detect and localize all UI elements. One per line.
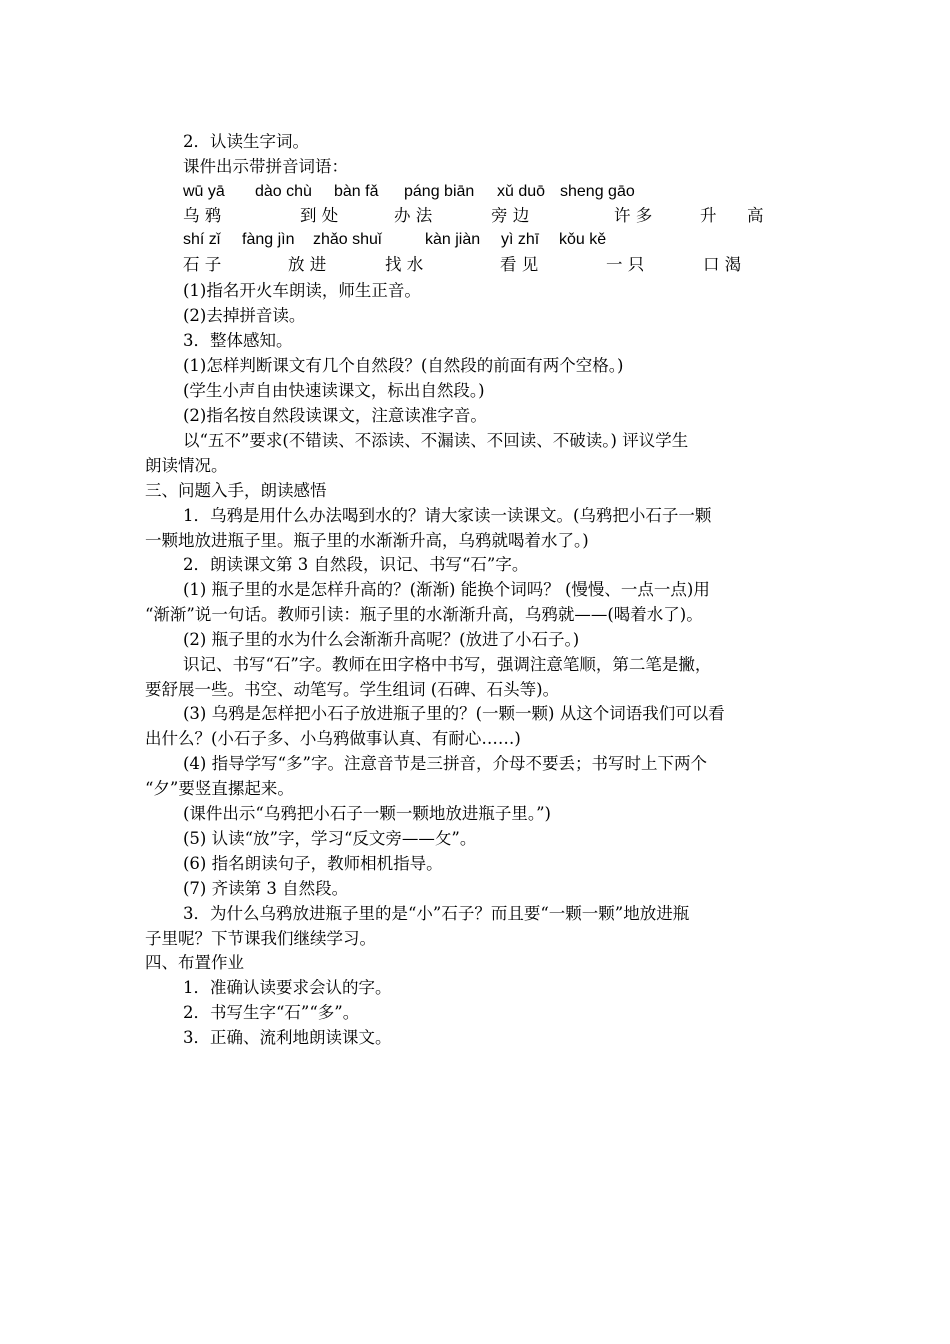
text-line: (1) 瓶子里的水是怎样升高的？(渐渐) 能换个词吗？ (慢慢、一点一点)用 xyxy=(183,580,710,599)
hanzi-word: 旁 边 xyxy=(491,206,530,225)
pinyin-word: sheng gāo xyxy=(560,183,635,200)
pinyin-word: wū yā xyxy=(183,183,225,200)
text-line: “夕”要竖直摞起来。 xyxy=(145,779,294,798)
text-line: (1)指名开火车朗读，师生正音。 xyxy=(183,281,421,300)
hanzi-word: 放 进 xyxy=(288,255,327,274)
hanzi-word: 办 法 xyxy=(394,206,433,225)
text-line: 3．整体感知。 xyxy=(183,331,293,350)
text-line: “渐渐”说一句话。教师引读：瓶子里的水渐渐升高，乌鸦就——(喝着水了)。 xyxy=(145,605,703,624)
text-line: (3) 乌鸦是怎样把小石子放进瓶子里的？(一颗一颗) 从这个词语我们可以看 xyxy=(183,704,725,723)
text-line: 子里呢？下节课我们继续学习。 xyxy=(145,929,376,948)
text-line: 3．正确、流利地朗读课文。 xyxy=(183,1028,392,1047)
hanzi-word: 到 处 xyxy=(300,206,339,225)
text-line: (学生小声自由快速读课文，标出自然段。) xyxy=(183,381,485,400)
text-line: (6) 指名朗读句子，教师相机指导。 xyxy=(183,854,443,873)
text-line: 3．为什么乌鸦放进瓶子里的是“小”石子？而且要“一颗一颗”地放进瓶 xyxy=(183,904,690,923)
text-line: (2)指名按自然段读课文，注意读准字音。 xyxy=(183,406,487,425)
text-line: 一颗地放进瓶子里。瓶子里的水渐渐升高，乌鸦就喝着水了。) xyxy=(145,531,589,550)
hanzi-word: 找 水 xyxy=(385,255,424,274)
text-line: 出什么？(小石子多、小乌鸦做事认真、有耐心……) xyxy=(145,729,521,748)
text-line: (4) 指导学写“多”字。注意音节是三拼音，介母不要丢；书写时上下两个 xyxy=(183,754,707,773)
text-line: 1．乌鸦是用什么办法喝到水的？请大家读一读课文。(乌鸦把小石子一颗 xyxy=(183,506,712,525)
text-line: 1．准确认读要求会认的字。 xyxy=(183,978,392,997)
hanzi-word: 口 渴 xyxy=(703,255,742,274)
text-line: 2．朗读课文第 3 自然段，识记、书写“石”字。 xyxy=(183,555,529,574)
text-line: (2)去掉拼音读。 xyxy=(183,306,306,325)
text-line: 四、布置作业 xyxy=(145,953,244,972)
text-line: 识记、书写“石”字。教师在田字格中书写，强调注意笔顺，第二笔是撇， xyxy=(183,655,712,674)
hanzi-word: 升 xyxy=(700,206,717,225)
hanzi-word: 高 xyxy=(747,206,764,225)
text-line: (2) 瓶子里的水为什么会渐渐升高呢？(放进了小石子。) xyxy=(183,630,580,649)
pinyin-word: dào chù xyxy=(255,183,312,200)
text-line: 以“五不”要求(不错读、不添读、不漏读、不回读、不破读。) 评议学生 xyxy=(183,431,689,450)
text-line: (5) 认读“放”字，学习“反文旁——攵”。 xyxy=(183,829,477,848)
text-line: (7) 齐读第 3 自然段。 xyxy=(183,879,349,898)
hanzi-word: 石 子 xyxy=(183,255,222,274)
text-line: 三、问题入手，朗读感悟 xyxy=(145,481,327,500)
hanzi-word: 一 只 xyxy=(606,255,645,274)
hanzi-word: 乌 鸦 xyxy=(183,206,222,225)
pinyin-word: fàng jìn xyxy=(242,231,295,248)
text-line: (课件出示“乌鸦把小石子一颗一颗地放进瓶子里。”) xyxy=(183,804,551,823)
pinyin-word: zhǎo shuǐ xyxy=(313,231,382,248)
pinyin-word: kǒu kě xyxy=(559,231,607,248)
hanzi-word: 看 见 xyxy=(500,255,539,274)
pinyin-word: bàn fǎ xyxy=(334,183,379,200)
text-line: (1)怎样判断课文有几个自然段？(自然段的前面有两个空格。) xyxy=(183,356,624,375)
pinyin-word: shí zǐ xyxy=(183,231,221,248)
hanzi-word: 许 多 xyxy=(614,206,653,225)
text-line: 要舒展一些。书空、动笔写。学生组词 (石碑、石头等)。 xyxy=(145,680,560,699)
pinyin-word: páng biān xyxy=(404,183,475,200)
text-line: 2．认读生字词。 xyxy=(183,132,309,151)
text-line: 朗读情况。 xyxy=(145,456,228,475)
pinyin-word: xǔ duō xyxy=(497,183,546,200)
pinyin-word: yì zhī xyxy=(501,231,540,248)
text-line: 课件出示带拼音词语： xyxy=(183,157,348,176)
text-line: 2．书写生字“石”“多”。 xyxy=(183,1003,360,1022)
pinyin-word: kàn jiàn xyxy=(425,231,481,248)
